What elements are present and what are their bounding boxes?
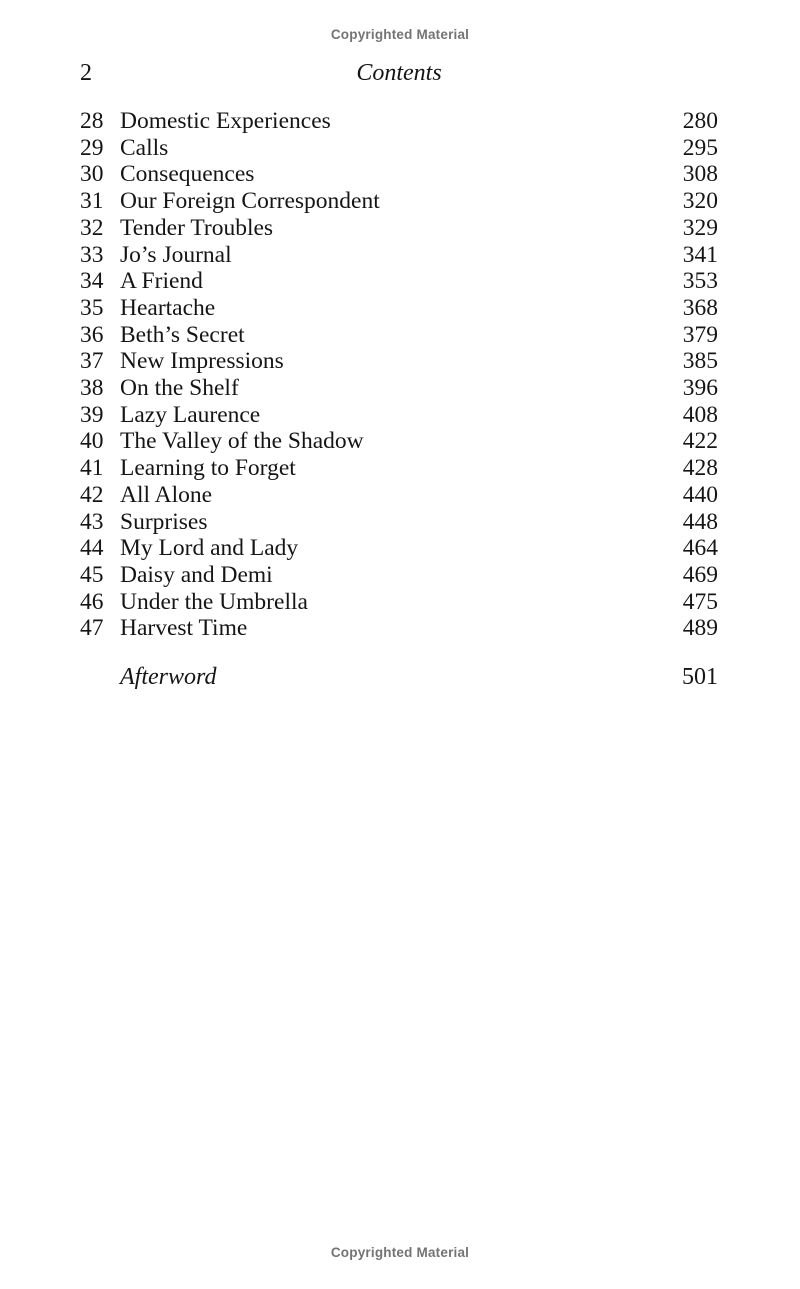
chapter-number: 32 — [80, 214, 104, 241]
toc-row — [80, 215, 718, 242]
chapter-number: 33 — [80, 241, 104, 268]
chapter-page-number: 329 — [682, 214, 718, 241]
toc-row — [80, 375, 718, 402]
toc-row — [80, 242, 718, 269]
toc-row — [80, 402, 718, 429]
toc-row — [80, 482, 718, 509]
contents-heading: Contents — [356, 60, 442, 86]
chapter-number: 31 — [80, 188, 104, 215]
chapter-number: 45 — [80, 561, 104, 588]
chapter-number: 40 — [80, 428, 104, 455]
chapter-title: Under the Umbrella — [120, 588, 308, 615]
chapter-title: Harvest Time — [120, 615, 248, 642]
chapter-page-number: 320 — [682, 188, 718, 215]
chapter-number: 36 — [80, 321, 104, 348]
toc-row — [80, 295, 718, 322]
chapter-number: 47 — [80, 615, 104, 642]
chapter-title: Calls — [120, 134, 169, 161]
chapter-title: Domestic Experiences — [120, 108, 331, 134]
page-header — [80, 58, 718, 90]
chapter-number: 37 — [80, 348, 104, 375]
chapter-title: My Lord and Lady — [120, 535, 299, 562]
copyright-notice-bottom: Copyrighted Material — [330, 1245, 470, 1260]
chapter-number: 29 — [80, 134, 104, 161]
chapter-page-number: 295 — [682, 134, 718, 161]
afterword-page-number: 501 — [682, 664, 718, 690]
chapter-title: A Friend — [120, 268, 203, 295]
chapter-title: Learning to Forget — [120, 455, 296, 482]
toc-row — [80, 589, 718, 616]
chapter-title: All Alone — [120, 481, 213, 508]
chapter-page-number: 379 — [682, 321, 718, 348]
chapter-title: Surprises — [120, 508, 208, 535]
chapter-title: On the Shelf — [120, 375, 239, 402]
copyright-notice-top: Copyrighted Material — [330, 27, 470, 42]
toc-row — [80, 428, 718, 455]
chapter-title: Daisy and Demi — [120, 561, 273, 588]
chapter-page-number: 440 — [682, 481, 718, 508]
chapter-number: 30 — [80, 161, 104, 188]
toc-row — [80, 322, 718, 349]
toc-row — [80, 161, 718, 188]
chapter-page-number: 469 — [682, 561, 718, 588]
chapter-title: New Impressions — [120, 348, 284, 375]
chapter-title: Heartache — [120, 294, 216, 321]
chapter-number: 41 — [80, 455, 104, 482]
chapter-number: 42 — [80, 481, 104, 508]
toc-row — [80, 108, 718, 135]
chapter-page-number: 396 — [682, 375, 718, 402]
toc-row — [80, 188, 718, 215]
table-of-contents — [80, 108, 718, 642]
chapter-page-number: 448 — [682, 508, 718, 535]
chapter-number: 43 — [80, 508, 104, 535]
chapter-page-number: 464 — [682, 535, 718, 562]
chapter-page-number: 489 — [682, 615, 718, 642]
chapter-number: 44 — [80, 535, 104, 562]
chapter-title: Tender Troubles — [120, 214, 274, 241]
chapter-title: Jo’s Journal — [120, 241, 232, 268]
chapter-title: The Valley of the Shadow — [120, 428, 364, 455]
chapter-page-number: 408 — [682, 401, 718, 428]
chapter-page-number: 385 — [682, 348, 718, 375]
afterword-entry — [80, 663, 718, 691]
chapter-number: 39 — [80, 401, 104, 428]
chapter-number: 34 — [80, 268, 104, 295]
chapter-number: 35 — [80, 294, 104, 321]
chapter-number: 38 — [80, 375, 104, 402]
chapter-title: Consequences — [120, 161, 255, 188]
chapter-number: 28 — [80, 108, 104, 134]
chapter-page-number: 280 — [682, 108, 718, 134]
toc-row — [80, 348, 718, 375]
chapter-page-number: 353 — [682, 268, 718, 295]
chapter-page-number: 341 — [682, 241, 718, 268]
afterword-title: Afterword — [120, 664, 217, 690]
toc-row — [80, 562, 718, 589]
toc-row — [80, 615, 718, 642]
chapter-page-number: 308 — [682, 161, 718, 188]
chapter-title: Beth’s Secret — [120, 321, 245, 348]
folio-page-number: 2 — [80, 60, 92, 86]
toc-row — [80, 135, 718, 162]
toc-row — [80, 268, 718, 295]
chapter-title: Our Foreign Correspondent — [120, 188, 380, 215]
toc-row — [80, 509, 718, 536]
toc-row — [80, 455, 718, 482]
chapter-title: Lazy Laurence — [120, 401, 261, 428]
toc-row — [80, 535, 718, 562]
chapter-page-number: 428 — [682, 455, 718, 482]
chapter-number: 46 — [80, 588, 104, 615]
chapter-page-number: 368 — [682, 294, 718, 321]
chapter-page-number: 475 — [682, 588, 718, 615]
chapter-page-number: 422 — [682, 428, 718, 455]
